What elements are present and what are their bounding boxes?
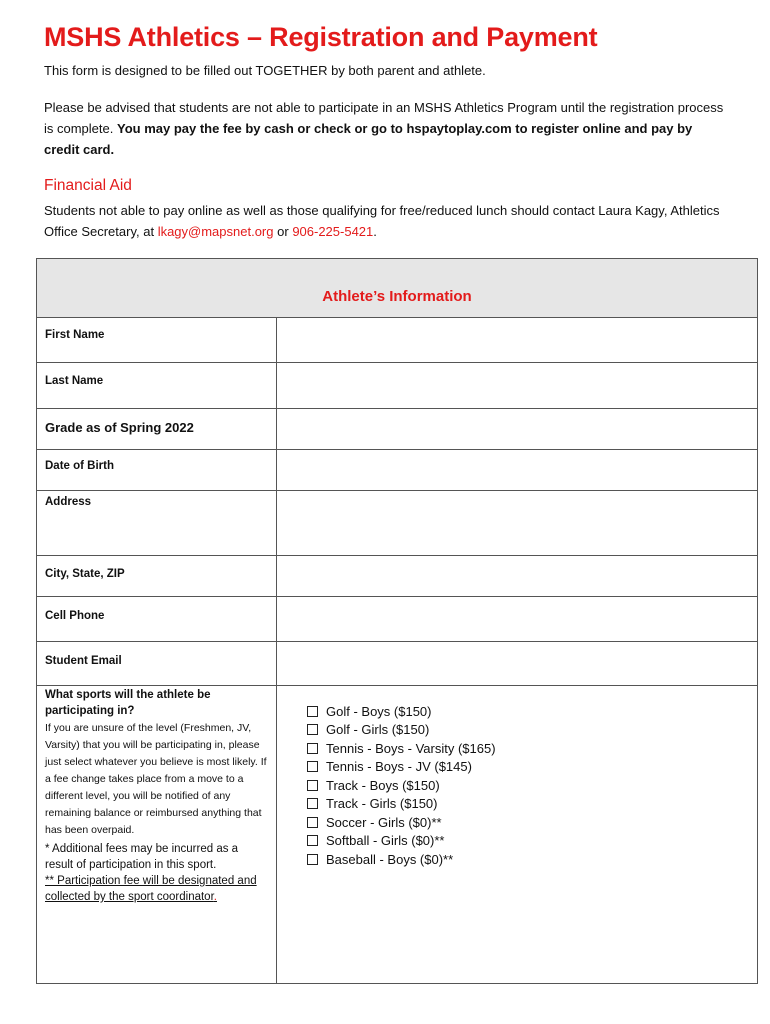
form-header — [37, 259, 757, 318]
sports-question: What sports will the athlete be participating in? — [45, 689, 211, 717]
last-name-label: Last Name — [45, 375, 104, 387]
row-grade — [37, 409, 757, 450]
contact-phone-link[interactable]: 906-225-5421 — [292, 224, 374, 239]
grade-field[interactable] — [277, 409, 757, 449]
checkbox[interactable] — [307, 854, 318, 865]
sports-checklist — [307, 702, 496, 869]
sport-option[interactable] — [307, 721, 496, 740]
form-header-title: Athlete’s Information — [322, 288, 472, 305]
last-name-field[interactable] — [277, 363, 757, 408]
financial-aid-text: Students not able to pay online as well as those qualifying for free/reduced lunch should contact Laura Kagy, Athletics Office Secretary, at — [44, 203, 720, 239]
first-name-field[interactable] — [277, 317, 757, 362]
participation-fee-note — [45, 873, 269, 905]
sport-option[interactable] — [307, 758, 496, 777]
row-address — [37, 491, 757, 556]
sport-option[interactable] — [307, 832, 496, 851]
or-text: or — [277, 224, 289, 239]
sport-label: Tennis - Boys - Varsity ($165) — [326, 740, 496, 756]
student-email-label: Student Email — [45, 655, 122, 667]
advisory-text: Please be advised that students are not able to participate in an MSHS Athletics Program until the registration process is complete. — [44, 100, 724, 136]
row-cell — [37, 597, 757, 642]
financial-aid-paragraph — [44, 200, 734, 242]
column-divider — [276, 317, 277, 983]
dob-field[interactable] — [277, 450, 757, 490]
cell-phone-label: Cell Phone — [45, 610, 105, 622]
intro-text: This form is designed to be filled out TOGETHER by both parent and athlete. — [44, 63, 486, 78]
sports-help-text: If you are unsure of the level (Freshmen, JV, Varsity) that you will be participating in, please just select whatever you believe is most likely. If a fee change takes place from a move to a different level, you will be notified of any remaining balance or reimbursed anything that has been overpaid. — [45, 722, 267, 836]
address-label: Address — [45, 496, 92, 508]
advisory-payment-text: You may pay the fee by cash or check or go to hspaytoplay.com to register online and pay by credit card. — [44, 121, 693, 157]
sport-label: Track - Boys ($150) — [326, 777, 440, 793]
advisory-paragraph — [44, 97, 729, 160]
city-state-zip-field[interactable] — [277, 556, 757, 596]
row-dob — [37, 450, 757, 491]
row-email — [37, 642, 757, 686]
dob-label: Date of Birth — [45, 460, 114, 472]
sport-option[interactable] — [307, 702, 496, 721]
sports-description — [45, 687, 269, 905]
checkbox[interactable] — [307, 798, 318, 809]
grade-label: Grade as of Spring 2022 — [45, 420, 194, 435]
checkbox[interactable] — [307, 724, 318, 735]
row-last-name — [37, 363, 757, 409]
sport-label: Soccer - Girls ($0)** — [326, 814, 442, 830]
sport-option[interactable] — [307, 795, 496, 814]
checkbox[interactable] — [307, 780, 318, 791]
address-field[interactable] — [277, 491, 757, 555]
sport-label: Tennis - Boys - JV ($145) — [326, 759, 472, 775]
checkbox[interactable] — [307, 835, 318, 846]
sport-label: Baseball - Boys ($0)** — [326, 851, 454, 867]
sport-option[interactable] — [307, 813, 496, 832]
athlete-info-form — [36, 258, 758, 984]
sport-option[interactable] — [307, 850, 496, 869]
student-email-field[interactable] — [277, 642, 757, 685]
participation-fee-period: . — [213, 891, 217, 903]
first-name-label: First Name — [45, 329, 105, 341]
sport-label: Golf - Girls ($150) — [326, 722, 430, 738]
sport-option[interactable] — [307, 776, 496, 795]
checkbox[interactable] — [307, 761, 318, 772]
financial-aid-heading: Financial Aid — [44, 177, 132, 194]
sport-label: Golf - Boys ($150) — [326, 703, 432, 719]
contact-email-link[interactable]: lkagy@mapsnet.org — [157, 224, 274, 239]
sport-option[interactable] — [307, 739, 496, 758]
row-city — [37, 556, 757, 597]
sport-label: Track - Girls ($150) — [326, 796, 438, 812]
page-title: MSHS Athletics – Registration and Payment — [44, 22, 598, 52]
checkbox[interactable] — [307, 706, 318, 717]
sport-label: Softball - Girls ($0)** — [326, 833, 445, 849]
checkbox[interactable] — [307, 817, 318, 828]
city-label: City, State, ZIP — [45, 568, 125, 580]
participation-fee-text: ** Participation fee will be designated and collected by the sport coordinator — [45, 875, 257, 903]
cell-phone-field[interactable] — [277, 597, 757, 641]
period-text: . — [373, 224, 377, 239]
additional-fees-note: * Additional fees may be incurred as a result of participation in this sport. — [45, 843, 239, 871]
checkbox[interactable] — [307, 743, 318, 754]
row-first-name — [37, 317, 757, 363]
